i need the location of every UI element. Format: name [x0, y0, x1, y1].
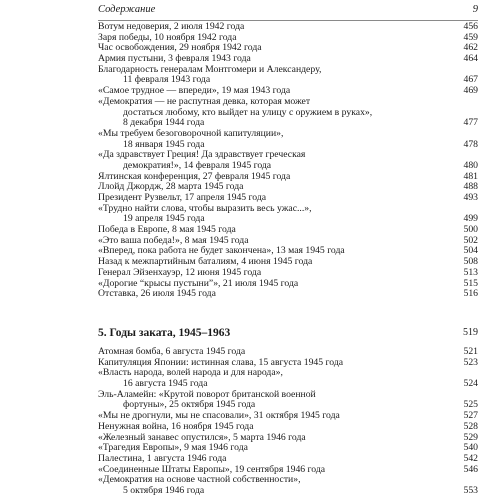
toc-entry-page: 467: [463, 74, 478, 86]
toc-entry-title: «Мы не дрогнули, мы не спасовали», 31 октября 1945 года: [98, 410, 340, 422]
toc-entry-title: «Трудно найти слова, чтобы выразить весь ужас...»,: [98, 202, 312, 214]
toc-entry-title: демократия!», 14 февраля 1945 года: [123, 159, 272, 171]
toc-entry-title: Ллойд Джордж, 28 марта 1945 года: [98, 181, 244, 193]
toc-entry-page: 546: [463, 463, 478, 475]
toc-entry-page: 523: [463, 356, 478, 368]
header-title: Содержание: [98, 4, 156, 15]
section-heading: [98, 326, 478, 340]
toc-entry-title: «Дорогие “крысы пустыни”», 21 июля 1945 года: [98, 277, 299, 289]
toc-entry-page: 493: [463, 192, 478, 203]
toc-entry-page: 504: [463, 245, 478, 257]
toc-entry: [98, 97, 478, 108]
toc-entry-page: 500: [463, 224, 478, 236]
toc-entry-page: 553: [463, 484, 478, 496]
toc-entry-title: Благодарность генералам Монтгомери и Александеру,: [98, 63, 322, 75]
toc-entry-page: 480: [463, 159, 478, 171]
toc-entry-page: 516: [463, 288, 478, 300]
toc-entry-page: 477: [463, 117, 478, 129]
toc-entry-title: Час освобождения, 29 ноября 1942 года: [98, 42, 262, 54]
toc-entry-page: 469: [463, 85, 478, 97]
toc-entry-title: Победа в Европе, 8 мая 1945 года: [98, 224, 236, 236]
section-title: 5. Годы заката, 1945–1963: [98, 327, 231, 339]
toc-entry-page: 508: [463, 256, 478, 268]
section-page: 519: [463, 327, 478, 338]
toc-entry-title: «Самое трудное — впереди», 19 мая 1943 года: [98, 85, 291, 97]
toc-entry-title: Ялтинская конференция, 27 февраля 1945 года: [98, 170, 291, 182]
toc-entry: [98, 422, 478, 433]
toc-entry-title: «Соединенные Штаты Европы», 19 сентября 1946 года: [98, 463, 326, 475]
toc-entry-page: 459: [463, 31, 478, 43]
toc-entry-page: 488: [463, 181, 478, 193]
toc-list-part-5: [98, 347, 478, 497]
toc-entry: [98, 129, 478, 140]
toc-entry-page: 527: [463, 410, 478, 422]
toc-entry-page: 513: [463, 266, 478, 278]
toc-entry-title: Армия пустыни, 3 февраля 1943 года: [98, 53, 251, 65]
toc-entry-page: 540: [463, 442, 478, 454]
toc-entry-page: 529: [463, 431, 478, 443]
toc-entry-title: Заря победы, 10 ноября 1942 года: [98, 31, 237, 43]
toc-entry-title: 5 октября 1946 года: [123, 484, 205, 496]
toc-entry-title: Генерал Эйзенхауэр, 12 июня 1945 года: [98, 266, 262, 278]
toc-entry-page: 524: [463, 378, 478, 390]
toc-entry-title: 19 апреля 1945 года: [123, 213, 205, 225]
toc-entry-title: «Демократия на основе частной собственности»,: [98, 474, 301, 486]
toc-entry-page: 481: [463, 170, 478, 182]
toc-entry-title: «Это ваша победа!», 8 мая 1945 года: [98, 234, 249, 246]
toc-entry-page: 464: [463, 53, 478, 65]
toc-entry-title: Отставка, 26 июля 1945 года: [98, 288, 216, 300]
toc-entry-title: Президент Рузвельт, 17 апреля 1945 года: [98, 192, 267, 203]
toc-entry: [98, 454, 478, 465]
toc-entry-continuation: [98, 486, 478, 497]
toc-list-part-4: [98, 22, 478, 300]
toc-entry: [98, 268, 478, 279]
toc-entry-title: 8 декабря 1944 года: [123, 117, 205, 129]
toc-entry: [98, 289, 478, 300]
toc-entry-page: 542: [463, 452, 478, 464]
toc-entry-title: достаться любому, кто выйдет на улицу с оружием в руках»,: [123, 106, 373, 118]
toc-entry-title: Ненужная война, 16 ноября 1945 года: [98, 420, 254, 432]
toc-entry-title: Атомная бомба, 6 августа 1945 года: [98, 346, 246, 357]
toc-entry-page: 462: [463, 42, 478, 54]
toc-entry-page: 515: [463, 277, 478, 289]
toc-entry-title: «Власть народа, волей народа и для народа»,: [98, 367, 283, 379]
toc-entry-title: Капитуляция Японии: истинная слава, 15 августа 1945 года: [98, 356, 344, 368]
toc-entry-title: 16 августа 1945 года: [123, 378, 208, 390]
toc-entry-title: «Железный занавес опустился», 5 марта 1946 года: [98, 431, 306, 443]
toc-entry-title: 11 февраля 1943 года: [123, 74, 211, 86]
toc-entry-title: «Демократия — не распутная девка, которая может: [98, 95, 311, 107]
toc-entry-page: 521: [463, 346, 478, 357]
toc-entry-title: фортуны», 25 октября 1945 года: [123, 399, 256, 411]
toc-entry-title: Назад к межпартийным баталиям, 4 июня 1945 года: [98, 256, 313, 268]
toc-entry-title: «Да здравствует Греция! Да здравствует греческая: [98, 149, 306, 161]
running-header: [98, 3, 478, 17]
toc-entry-page: 478: [463, 138, 478, 150]
toc-entry-title: Эль-Аламейн: «Крутой поворот британской военной: [98, 388, 316, 400]
toc-entry-page: 525: [463, 399, 478, 411]
toc-entry-page: 456: [463, 21, 478, 32]
toc-entry-page: 528: [463, 420, 478, 432]
toc-entry-page: 499: [463, 213, 478, 225]
header-page-number: 9: [472, 4, 478, 15]
toc-entry-title: Вотум недоверия, 2 июля 1942 года: [98, 21, 245, 32]
toc-entry-title: «Мы требуем безоговорочной капитуляции»,: [98, 127, 284, 139]
toc-entry-page: 502: [463, 234, 478, 246]
toc-entry-title: 18 января 1945 года: [123, 138, 205, 150]
toc-entry-title: «Трагедия Европы», 9 мая 1946 года: [98, 442, 248, 454]
toc-entry-title: «Вперед, пока работа не будет закончена», 13 мая 1945 года: [98, 245, 345, 257]
toc-entry-title: Палестина, 1 августа 1946 года: [98, 452, 227, 464]
